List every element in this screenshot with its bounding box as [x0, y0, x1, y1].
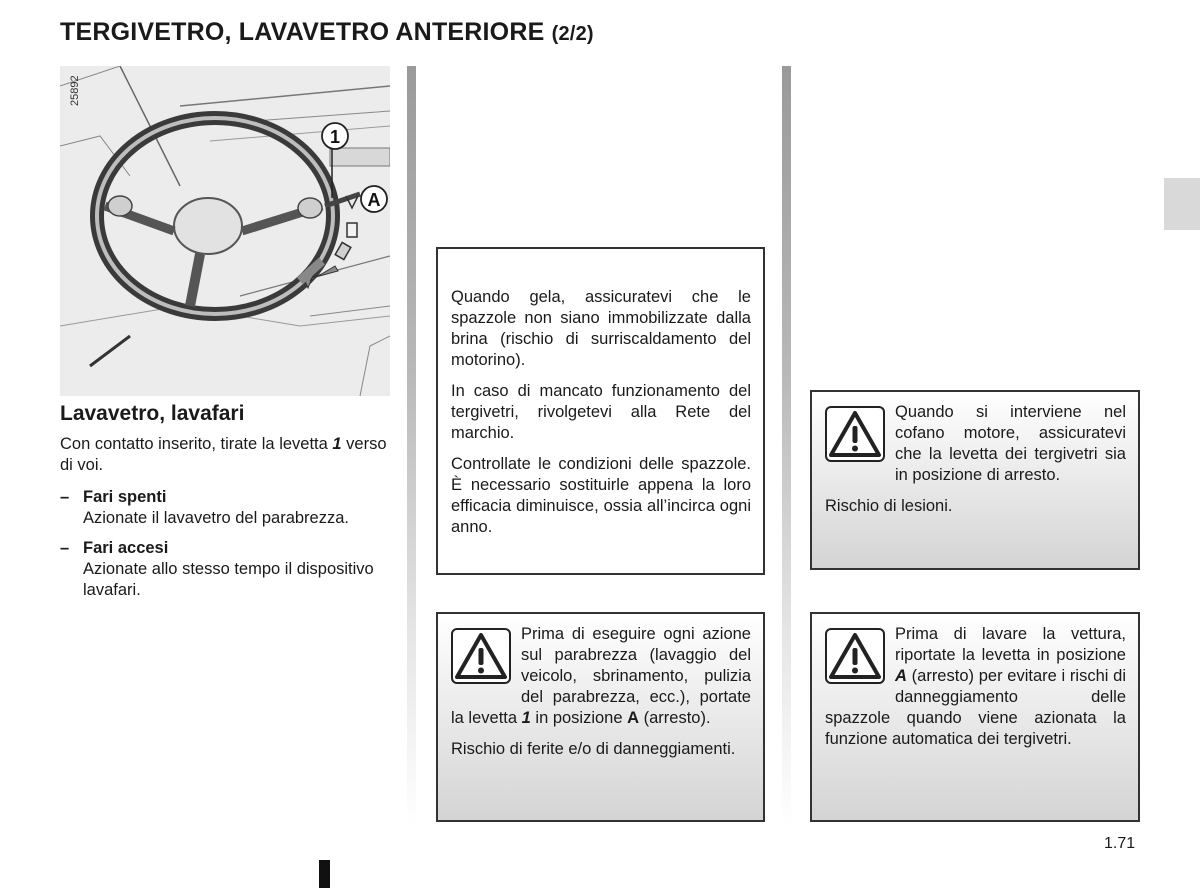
warning-box-windscreen [436, 612, 765, 822]
page-number: 1.71 [1104, 835, 1136, 852]
note-paragraph: In caso di mancato funzionamento del tergivetri, rivolgetevi alla Rete del marchio. [451, 382, 751, 442]
callout-a-marker [361, 186, 387, 212]
column-divider [407, 66, 416, 826]
callout-a-label: A [367, 190, 381, 210]
steering-wheel-illustration [60, 66, 390, 396]
warning-box-bonnet [810, 390, 1140, 570]
page-title-text: TERGIVETRO, LAVAVETRO ANTERIORE [60, 18, 545, 46]
callout-1-label: 1 [329, 127, 341, 147]
section-intro [60, 434, 392, 476]
warning-risk: Rischio di ferite e/o di danneggiamenti. [451, 740, 736, 758]
note-box [436, 247, 765, 575]
warning-text: Prima di lavare la vettura, riportate la levetta in posizione A (arresto) per evitare i rischi di danneggiamento delle spazzole quando viene azionata la funzione automatica dei tergivetri. [825, 625, 1126, 748]
warning-risk: Rischio di lesioni. [825, 497, 953, 515]
list-item-heading: Fari accesi [83, 539, 169, 557]
note-paragraph: Quando gela, assicuratevi che le spazzole non siano immobilizzate dalla brina (rischio di surriscaldamento del motorino). [451, 288, 751, 369]
lever-ref: 1 [521, 709, 531, 727]
list-item-heading: Fari spenti [83, 488, 167, 506]
column-divider [782, 66, 791, 826]
warning-triangle-icon [825, 406, 885, 462]
section-title: Lavavetro, lavafari [60, 402, 245, 425]
warning-text: Prima di eseguire ogni azione sul parabrezza (lavaggio del veicolo, sbrinamento, pulizia del parabrezza, ecc.), portate la levetta 1 in posizione A (arresto). [451, 625, 751, 727]
list-dash: – [60, 539, 70, 557]
warning-text: Quando si interviene nel cofano motore, assicuratevi che la levetta dei tergivetri sia in posizione di arresto. [895, 403, 1126, 484]
print-mark [319, 860, 330, 888]
position-ref: A [627, 709, 640, 727]
intro-text-after: verso di voi. [60, 435, 387, 474]
chapter-tab [1164, 178, 1200, 230]
page-part-indicator: (2/2) [551, 23, 594, 45]
position-ref: A [895, 667, 907, 685]
page-title [60, 18, 594, 47]
steering-wheel-drawing [60, 66, 390, 396]
list-item-description: Azionate il lavavetro del parabrezza. [83, 509, 349, 527]
list-item-headlights-off [60, 487, 392, 529]
intro-lever-ref: 1 [332, 435, 342, 453]
callout-1-marker [322, 123, 348, 149]
list-item-description: Azionate allo stesso tempo il dispositivo lavafari. [83, 560, 374, 599]
warning-triangle-icon [825, 628, 885, 684]
list-item-headlights-on [60, 538, 392, 601]
warning-triangle-icon [451, 628, 511, 684]
warning-box-car-wash [810, 612, 1140, 822]
intro-text-before: Con contatto inserito, tirate la levetta [60, 435, 333, 453]
illustration-ref-code: 25892 [69, 75, 81, 106]
note-paragraph: Controllate le condizioni delle spazzole. È necessario sostituirle appena la loro efficacia diminuisce, ossia all’incirca ogni anno. [451, 455, 751, 536]
list-dash: – [60, 488, 70, 506]
